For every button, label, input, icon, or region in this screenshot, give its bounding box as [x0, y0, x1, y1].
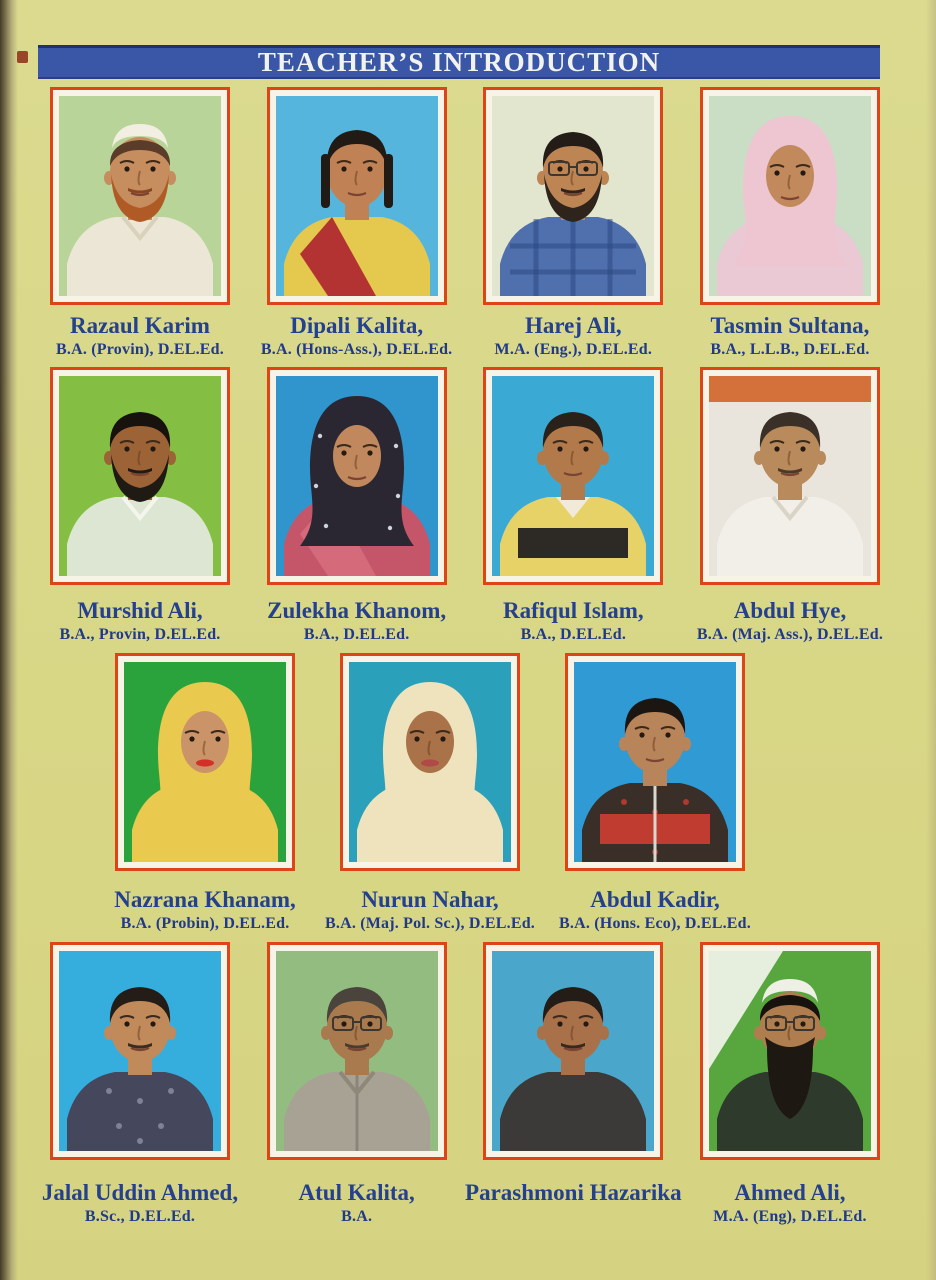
teacher-caption: [41, 1180, 239, 1227]
photo-frame: [50, 87, 230, 305]
teacher-qualification: B.A.: [341, 1208, 373, 1225]
teacher-card-5: [50, 367, 230, 645]
photo-frame: [700, 367, 880, 585]
teacher-qualification: B.Sc., D.EL.Ed.: [84, 1208, 196, 1225]
teacher-caption: [325, 887, 535, 934]
teacher-name: Atul Kalita,: [298, 1180, 415, 1205]
teacher-caption: [260, 313, 453, 360]
teacher-card-13: [267, 942, 447, 1227]
photo-frame: [483, 367, 663, 585]
teacher-caption: [483, 598, 663, 645]
photo-frame: [700, 942, 880, 1160]
teacher-qualification: B.A. (Probin), D.EL.Ed.: [120, 915, 290, 932]
photo-frame: [340, 653, 520, 871]
teacher-caption: [559, 887, 751, 934]
teacher-caption: [465, 1180, 682, 1227]
teacher-qualification: B.A., Provin, D.EL.Ed.: [59, 626, 221, 643]
teacher-name: Dipali Kalita,: [290, 313, 424, 338]
teacher-qualification: B.A., D.EL.Ed.: [520, 626, 627, 643]
teacher-qualification: B.A., D.EL.Ed.: [303, 626, 410, 643]
teacher-name: Murshid Ali,: [77, 598, 203, 623]
teacher-caption: [267, 1180, 447, 1227]
photo-frame: [565, 653, 745, 871]
photo-frame: [267, 942, 447, 1160]
teacher-qualification: B.A. (Hons-Ass.), D.EL.Ed.: [260, 341, 453, 358]
teacher-row-4: [0, 942, 936, 1227]
teacher-caption: [115, 887, 295, 934]
teacher-row-2: [0, 367, 936, 645]
photo-frame: [267, 87, 447, 305]
teacher-name: Harej Ali,: [524, 313, 622, 338]
teacher-portrait-photo: [276, 376, 438, 576]
teacher-qualification: M.A. (Eng), D.EL.Ed.: [713, 1208, 867, 1225]
page-binding-shadow: [0, 0, 18, 1280]
teacher-portrait-photo: [59, 376, 221, 576]
teacher-caption: [267, 598, 447, 645]
page-title: TEACHER’S INTRODUCTION: [257, 46, 661, 77]
teacher-portrait-photo: [492, 376, 654, 576]
teacher-qualification: B.A. (Maj. Ass.), D.EL.Ed.: [696, 626, 884, 643]
teacher-portrait-photo: [59, 96, 221, 296]
teacher-caption: [50, 313, 230, 360]
teacher-name: Rafiqul Islam,: [503, 598, 644, 623]
teacher-card-11: [559, 653, 751, 934]
teacher-portrait-photo: [709, 96, 871, 296]
teacher-portrait-photo: [709, 376, 871, 576]
teacher-portrait-photo: [574, 662, 736, 862]
teacher-card-15: [700, 942, 880, 1227]
teacher-card-3: [483, 87, 663, 360]
teacher-name: Tasmin Sultana,: [710, 313, 870, 338]
teacher-caption: [483, 313, 663, 360]
photo-frame: [483, 942, 663, 1160]
teacher-qualification: M.A. (Eng.), D.EL.Ed.: [494, 341, 653, 358]
photo-frame: [267, 367, 447, 585]
teacher-name: Nurun Nahar,: [361, 887, 499, 912]
teacher-name: Abdul Hye,: [733, 598, 847, 623]
photo-frame: [700, 87, 880, 305]
teacher-card-4: [700, 87, 880, 360]
teacher-card-12: [41, 942, 239, 1227]
scan-artifact-mark: [17, 51, 28, 63]
teacher-portrait-photo: [492, 96, 654, 296]
teacher-qualification: B.A. (Maj. Pol. Sc.), D.EL.Ed.: [325, 915, 535, 932]
teacher-portrait-photo: [124, 662, 286, 862]
teacher-card-14: [465, 942, 682, 1227]
teacher-card-7: [483, 367, 663, 645]
teacher-portrait-photo: [709, 951, 871, 1151]
teacher-portrait-photo: [276, 951, 438, 1151]
teacher-card-9: [115, 653, 295, 934]
teacher-qualification: B.A. (Provin), D.EL.Ed.: [56, 341, 224, 358]
teacher-qualification: B.A., L.L.B., D.EL.Ed.: [710, 341, 870, 358]
page-title-bar: [38, 45, 880, 79]
teacher-qualification: B.A. (Hons. Eco), D.EL.Ed.: [559, 915, 751, 932]
teacher-card-8: [696, 367, 884, 645]
teacher-caption: [50, 598, 230, 645]
teacher-caption: [700, 1180, 880, 1227]
photo-frame: [115, 653, 295, 871]
teacher-name: Nazrana Khanam,: [114, 887, 296, 912]
teacher-portrait-photo: [349, 662, 511, 862]
teacher-name: Parashmoni Hazarika: [465, 1180, 682, 1205]
teacher-row-3: [0, 653, 936, 934]
teacher-card-10: [325, 653, 535, 934]
teacher-caption: [696, 598, 884, 645]
teacher-row-1: [0, 87, 936, 360]
teacher-name: Zulekha Khanom,: [267, 598, 447, 623]
teacher-card-2: [260, 87, 453, 360]
teacher-portrait-photo: [276, 96, 438, 296]
teacher-caption: [700, 313, 880, 360]
teacher-card-1: [50, 87, 230, 360]
teacher-portrait-photo: [59, 951, 221, 1151]
photo-frame: [483, 87, 663, 305]
photo-frame: [50, 942, 230, 1160]
page-edge-shading: [926, 0, 936, 1280]
teacher-portrait-photo: [492, 951, 654, 1151]
teacher-name: Abdul Kadir,: [590, 887, 720, 912]
teacher-name: Ahmed Ali,: [734, 1180, 846, 1205]
teacher-name: Razaul Karim: [70, 313, 210, 338]
teacher-name: Jalal Uddin Ahmed,: [41, 1180, 239, 1205]
teacher-card-6: [267, 367, 447, 645]
photo-frame: [50, 367, 230, 585]
